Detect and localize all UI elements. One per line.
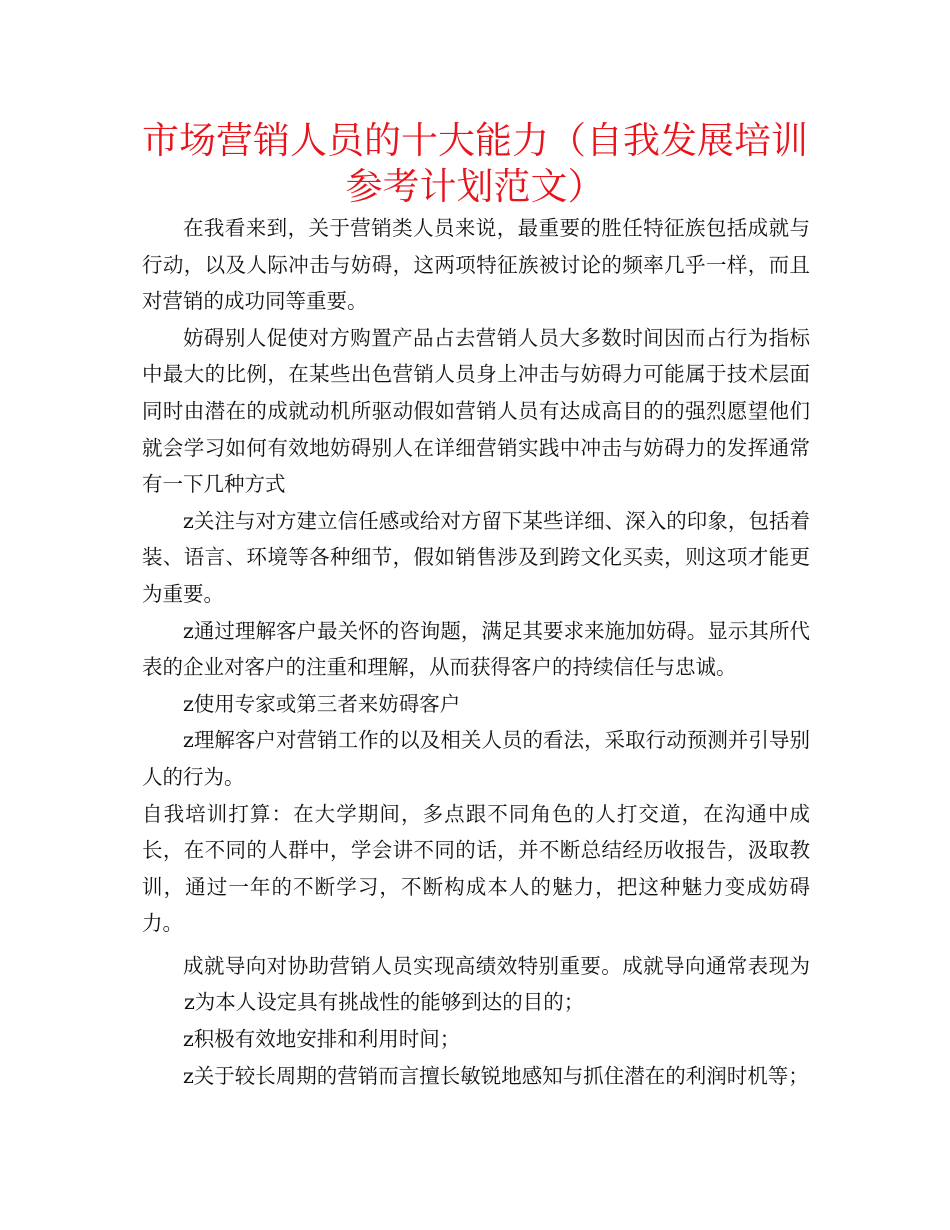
paragraph — [142, 948, 810, 1021]
paragraph: 自我培训打算：在大学期间，多点跟不同角色的人打交道，在沟通中成长，在不同的人群中，学会讲不同的话，并不断总结经历收报告，汲取教训，通过一年的不断学习，不断构成本人的魅力，把这种魅力变成妨碍力。 — [142, 801, 810, 936]
paragraph: z积极有效地安排和利用时间； — [183, 1027, 461, 1052]
document-title: 市场营销人员的十大能力（自我发展培训参考计划范文） — [142, 119, 808, 208]
paragraph-text: z为本人设定具有挑战性的能够到达的目的； — [184, 990, 585, 1015]
paragraph: z理解客户对营销工作的以及相关人员的看法，采取行动预测并引导别人的行为。 — [142, 728, 810, 789]
paragraph: z通过理解客户最关怀的咨询题，满足其要求来施加妨碍。显示其所代表的企业对客户的注重和理解，从而获得客户的持续信任与忠诚。 — [142, 618, 810, 680]
paragraph: z使用专家或第三者来妨碍客户 — [183, 691, 461, 716]
paragraph: 妨碍别人促使对方购置产品占去营销人员大多数时间因而占行为指标中最大的比例，在某些出色营销人员身上冲击与妨碍力可能属于技术层面同时由潜在的成就动机所驱动假如营销人员有达成高目的的强烈愿望他们就会学习如何有效地妨碍别人在详细营销实践中冲击与妨碍力的发挥通常有一下几种方式 — [142, 325, 810, 497]
paragraph: z关注与对方建立信任感或给对方留下某些详细、深入的印象，包括着装、语言、环境等各种细节，假如销售涉及到跨文化买卖，则这项才能更为重要。 — [142, 508, 810, 606]
paragraph: z关于较长周期的营销而言擅长敏锐地感知与抓住潜在的利润时机等； — [183, 1063, 809, 1088]
paragraph: 在我看来到，关于营销类人员来说，最重要的胜任特征族包括成就与行动，以及人际冲击与妨碍，这两项特征族被讨论的频率几乎一样，而且对营销的成功同等重要。 — [142, 216, 810, 314]
document-body — [142, 210, 810, 1094]
paragraph-text: 成就导向对协助营销人员实现高绩效特别重要。成就导向通常表现为 — [183, 953, 810, 978]
